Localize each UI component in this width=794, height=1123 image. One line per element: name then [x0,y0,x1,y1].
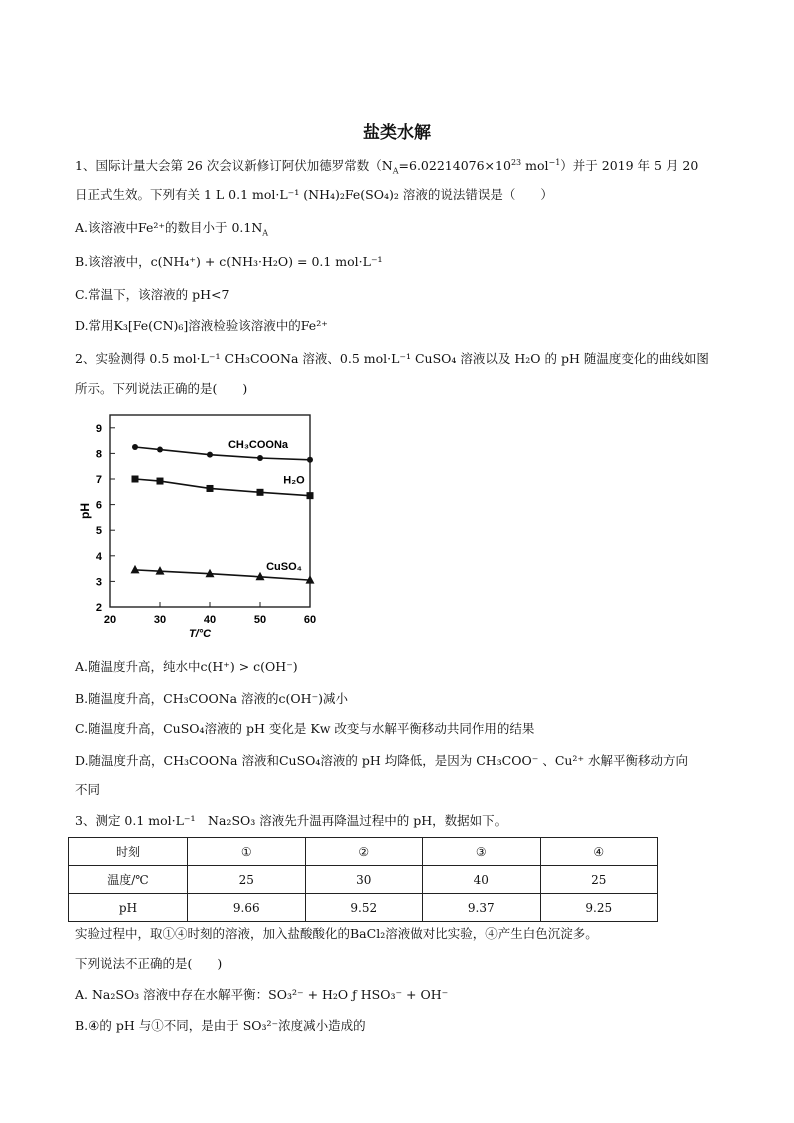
data-point [257,455,263,461]
data-point [207,452,213,458]
q3-stem: 3、测定 0.1 mol·L⁻¹ Na₂SO₃ 溶液先升温再降温过程中的 pH，数据如下。 [75,813,508,828]
table-cell: 9.25 [540,894,658,922]
x-axis-label: T/°C [188,628,212,640]
x-tick-label: 20 [103,614,117,626]
q1-stem-line1: 1、国际计量大会第 26 次会议新修订阿伏加德罗常数（$N_A=6.02214076\times 10^{23}$ mol$^{-1}$）并于 2019 年 5 月 20 [75,157,699,176]
y-tick-label: 4 [95,550,102,563]
y-tick-label: 3 [95,576,102,589]
q2-stem-line2: 所示。下列说法正确的是( ) [75,381,248,396]
table-header-row [69,838,658,866]
page-title: 盐类水解 [363,123,431,143]
table-cell: ② [305,838,423,866]
x-tick-label: 30 [153,614,167,626]
q2-option-d-line1: D.随温度升高，CH₃COONa 溶液和CuSO₄溶液的 pH 均降低，是因为 CH₃COO⁻ 、Cu²⁺ 水解平衡移动方向 [75,753,689,768]
q2-option-d-line2: 不同 [75,782,101,797]
data-point [132,444,138,450]
table-cell: pH [69,894,188,922]
q3-question: 下列说法不正确的是( ) [75,956,223,971]
series-label: CuSO₄ [266,561,302,574]
table-row [69,866,658,894]
y-axis-label: pH [78,503,92,519]
series-label: CH₃COONa [227,438,289,451]
table-cell: 温度/℃ [69,866,188,894]
q3-note: 实验过程中，取①④时刻的溶液，加入盐酸酸化的BaCl₂溶液做对比实验，④产生白色沉淀多。 [75,926,598,941]
q1-option-d: D.常用K₃[Fe(CN)₆]溶液检验该溶液中的Fe²⁺ [75,318,328,333]
q2-option-c: C.随温度升高，CuSO₄溶液的 pH 变化是 Kw 改变与水解平衡移动共同作用的结果 [75,721,535,736]
y-tick-label: 5 [95,525,102,538]
q2-stem-line1: 2、实验测得 0.5 mol·L⁻¹ CH₃COONa 溶液、0.5 mol·L⁻¹ CuSO₄ 溶液以及 H₂O 的 pH 随温度变化的曲线如图 [75,351,709,366]
data-point [207,485,214,492]
ph-temperature-chart [75,405,335,645]
y-tick-label: 8 [95,448,102,461]
x-tick-label: 60 [303,614,317,626]
q1-option-c: C.常温下，该溶液的 pH<7 [75,287,230,302]
data-point [307,457,313,463]
table-cell: 9.66 [188,894,306,922]
q2-option-b: B.随温度升高，CH₃COONa 溶液的c(OH⁻)减小 [75,691,349,706]
table-cell: 时刻 [69,838,188,866]
table-row [69,894,658,922]
table-cell: 9.37 [423,894,541,922]
data-point [132,476,139,483]
table-cell: ③ [423,838,541,866]
data-point [131,565,140,574]
data-point [157,478,164,485]
data-point [157,447,163,453]
series-label: H₂O [283,474,305,487]
table-cell: ④ [540,838,658,866]
data-point [257,489,264,496]
q1-option-a: A.该溶液中Fe²⁺的数目小于 $0.1N_A$ [75,220,269,238]
q1-option-b: B.该溶液中，c(NH₄⁺) + c(NH₃·H₂O) = 0.1 mol·L⁻¹ [75,254,383,269]
x-tick-label: 40 [203,614,217,626]
table-cell: 25 [188,866,306,894]
q3-option-b: B.④的 pH 与①不同，是由于 SO₃²⁻浓度减小造成的 [75,1018,366,1033]
q1-stem-line2: 日正式生效。下列有关 1 L 0.1 mol·L⁻¹ (NH₄)₂Fe(SO₄)₂ 溶液的说法错误是（ ） [75,187,553,202]
table-cell: 40 [423,866,541,894]
data-point [307,492,314,499]
y-tick-label: 9 [95,422,102,435]
ph-data-table [68,837,658,922]
q2-option-a: A.随温度升高，纯水中c(H⁺) > c(OH⁻) [75,659,298,674]
y-tick-label: 2 [95,602,102,614]
table-cell: 30 [305,866,423,894]
q3-option-a: A. Na₂SO₃ 溶液中存在水解平衡：SO₃²⁻ + H₂O ƒ HSO₃⁻ + OH⁻ [75,987,449,1002]
table-cell: 25 [540,866,658,894]
x-tick-label: 50 [253,614,267,626]
y-tick-label: 6 [95,499,102,512]
table-cell: 9.52 [305,894,423,922]
y-tick-label: 7 [95,474,102,486]
table-cell: ① [188,838,306,866]
